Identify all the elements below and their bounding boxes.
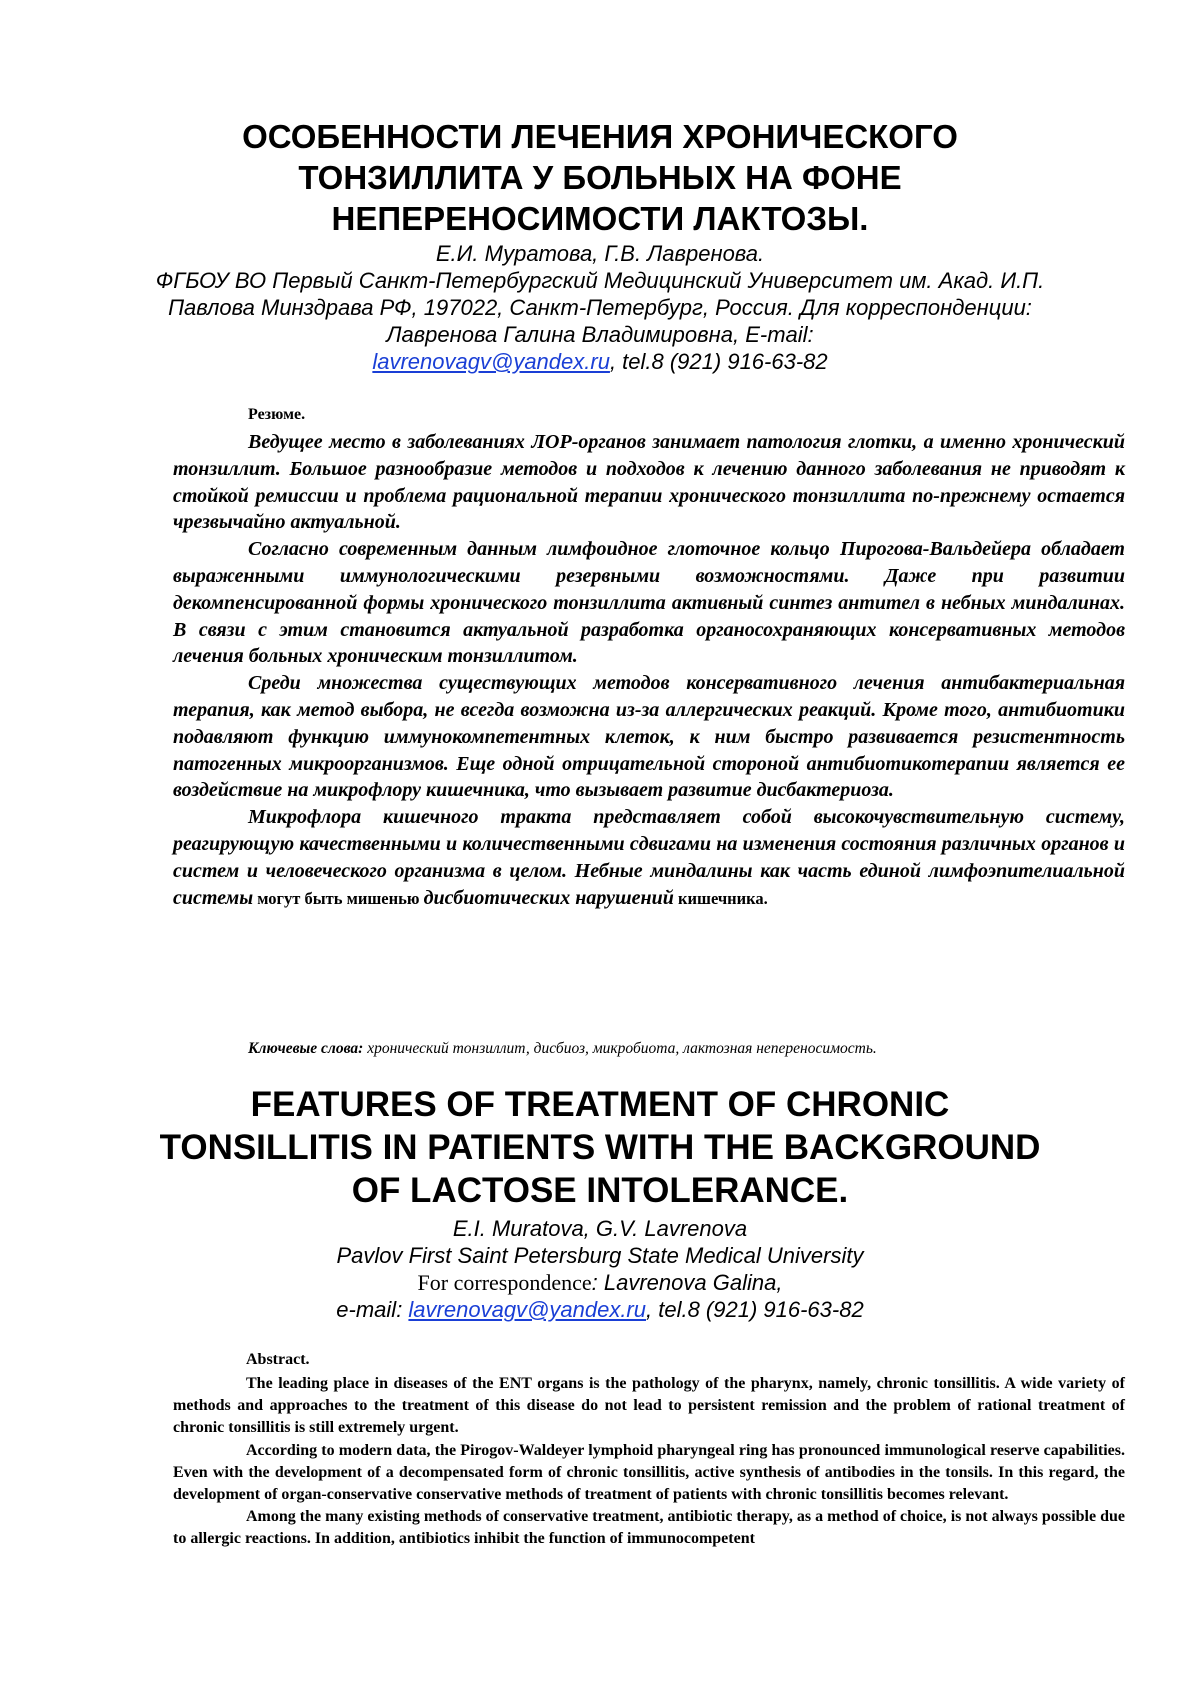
russian-paragraph-4-main: Микрофлора кишечного тракта представляет собой высокочувствительную систему, реагирующую качественными и количественными сдвигами на изменения состояния различных органов и систем и человеческого организма в целом. Небные миндалины как часть единой лимфоэпителиальной системы: [173, 806, 1125, 909]
russian-email-link[interactable]: lavrenovagv@yandex.ru: [372, 349, 610, 374]
english-contact: [130, 1296, 1070, 1323]
russian-paragraph-4-plain: могут быть мишенью: [253, 888, 424, 908]
english-title: FEATURES OF TREATMENT OF CHRONIC TONSILLITIS IN PATIENTS WITH THE BACKGROUND OF LACTOSE INTOLERANCE.: [159, 1085, 1041, 1210]
russian-affiliation-block: [130, 267, 1070, 375]
keywords-label: Ключевые слова:: [248, 1040, 364, 1057]
russian-affiliation: ФГБОУ ВО Первый Санкт-Петербургский Медицинский Университет им. Акад. И.П. Павлова Минздрава РФ, 197022, Санкт-Петербург, Россия. Для корреспонденции: Лавренова Галина Владимировна, E-mail:: [155, 268, 1045, 347]
english-email-link[interactable]: lavrenovagv@yandex.ru: [408, 1297, 646, 1322]
keywords-text: хронический тонзиллит, дисбиоз, микробиота, лактозная непереносимость.: [363, 1040, 877, 1057]
russian-paragraph-2: Согласно современным данным лимфоидное глоточное кольцо Пирогова-Вальдейера обладает выраженными иммунологическими резервными возможностями. Даже при развитии декомпенсированной формы хронического тонзиллита активный синтез антител в небных миндалинах. В связи с этим становится актуальной разработка органосохраняющих консервативных методов лечения больных хроническим тонзиллитом.: [173, 538, 1125, 668]
russian-paragraph-4: [173, 804, 1125, 912]
english-abstract: [173, 1373, 1125, 1551]
russian-authors: Е.И. Муратова, Г.В. Лавренова.: [435, 241, 765, 266]
correspondence-label: For correspondence: [417, 1270, 592, 1295]
english-email-label: e-mail:: [336, 1297, 409, 1322]
english-authors: E.I. Muratova, G.V. Lavrenova: [452, 1216, 748, 1241]
russian-paragraph-4-plain-end: кишечника.: [673, 888, 768, 908]
english-affiliation: Pavlov First Saint Petersburg State Medical University: [336, 1243, 864, 1268]
russian-paragraph-3: Среди множества существующих методов консервативного лечения антибактериальная терапия, как метод выбора, не всегда возможна из-за аллергических реакций. Кроме того, антибиотики подавляют функцию иммунокомпетентных клеток, к ним быстро развивается резистентность патогенных микроорганизмов. Еще одной отрицательной стороной антибиотикотерапии является ее воздействие на микрофлору кишечника, что вызывает развитие дисбактериоза.: [173, 672, 1125, 802]
english-paragraph-2: According to modern data, the Pirogov-Waldeyer lymphoid pharyngeal ring has pronounced immunological reserve capabilities. Even with the development of a decompensated form of chronic tonsillitis, active synthesis of antibodies in the tonsils. In this regard, the development of organ-conservative conservative methods of treatment of patients with chronic tonsillitis becomes relevant.: [173, 1441, 1125, 1504]
russian-phone: , tel.8 (921) 916-63-82: [609, 349, 828, 374]
russian-paragraph-4-italic-end: дисбиотических нарушений: [423, 886, 674, 909]
english-phone: , tel.8 (921) 916-63-82: [646, 1297, 864, 1322]
correspondence-name: : Lavrenova Galina,: [591, 1270, 783, 1295]
russian-paragraph-1: Ведущее место в заболеваниях ЛОР-органов занимает патология глотки, а именно хронический тонзиллит. Большое разнообразие методов и подходов к лечению данного заболевания не приводят к стойкой ремиссии и проблема рациональной терапии хронического тонзиллита по-прежнему остается чрезвычайно актуальной.: [173, 431, 1125, 534]
english-correspondence: [130, 1269, 1070, 1296]
resume-heading: Резюме.: [248, 406, 306, 423]
keywords: [248, 1039, 877, 1059]
russian-abstract: [173, 429, 1125, 912]
english-paragraph-3: Among the many existing methods of conservative treatment, antibiotic therapy, as a method of choice, is not always possible due to allergic reactions. In addition, antibiotics inhibit the function of immunocompetent: [173, 1508, 1125, 1548]
english-paragraph-1: The leading place in diseases of the ENT organs is the pathology of the pharynx, namely, chronic tonsillitis. A wide variety of methods and approaches to the treatment of this disease do not lead to persistent remission and the problem of rational treatment of chronic tonsillitis is still extremely urgent.: [173, 1375, 1125, 1437]
russian-title: ОСОБЕННОСТИ ЛЕЧЕНИЯ ХРОНИЧЕСКОГО ТОНЗИЛЛИТА У БОЛЬНЫХ НА ФОНЕ НЕПЕРЕНОСИМОСТИ ЛАКТОЗЫ.: [242, 118, 958, 237]
abstract-heading: Abstract.: [246, 1351, 310, 1368]
